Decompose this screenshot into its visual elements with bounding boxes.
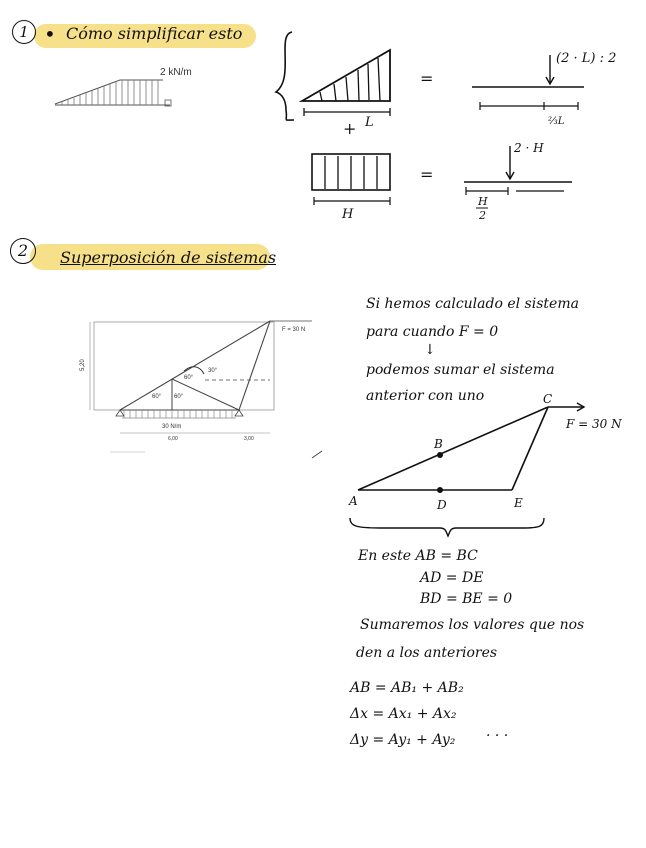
node-b: B — [434, 437, 443, 451]
rect-equivalent-sketch — [464, 141, 572, 222]
triangle-length: L — [365, 115, 374, 130]
rect-length: H — [342, 207, 354, 222]
angle-60b: 60° — [174, 394, 184, 400]
eq-line-8: Δy = Ay₁ + Ay₂ — [350, 732, 456, 748]
note-line-1: Si hemos calculado el sistema — [366, 296, 579, 312]
original-load-diagram — [55, 67, 192, 106]
triangle-force: (2 · L) : 2 — [556, 51, 617, 66]
dist-load: 30 N/m — [162, 424, 182, 430]
dim-right: 3,00 — [244, 436, 254, 442]
node-d: D — [437, 498, 447, 512]
rect-load-sketch — [312, 154, 390, 222]
eq-line-4: Sumaremos los valores que nos — [360, 617, 585, 633]
truss-force: F = 30 N — [282, 327, 306, 333]
sketch-force: F = 30 N — [566, 417, 622, 431]
truss-height: 5,20 — [80, 359, 86, 371]
section1-title: Cómo simplificar esto — [66, 24, 243, 43]
eq-dots: · · · — [486, 728, 509, 744]
section1-number: 1 — [12, 20, 36, 44]
rect-force: 2 · H — [514, 141, 544, 155]
eq-line-3: BD = BE = 0 — [420, 591, 513, 607]
node-a: A — [349, 494, 358, 508]
eq-line-7: Δx = Ax₁ + Ax₂ — [350, 706, 457, 722]
load-label: 2 kN/m — [160, 67, 192, 78]
equals-1: = — [420, 69, 434, 88]
left-brace — [276, 32, 294, 120]
section2-number: 2 — [10, 238, 36, 264]
truss-diagram — [80, 321, 322, 458]
superposition-sketch — [348, 392, 622, 536]
node-c: C — [543, 392, 553, 406]
triangle-load-sketch — [302, 50, 390, 138]
angle-60a: 60° — [152, 394, 162, 400]
angle-30: 30° — [208, 368, 218, 374]
angle-60c: 60° — [184, 375, 194, 381]
note-line-3: podemos sumar el sistema — [366, 362, 555, 378]
triangle-position: ⅔L — [548, 116, 565, 127]
eq-line-1: En este AB = BC — [358, 548, 478, 564]
rect-pos-den: 2 — [479, 209, 486, 222]
plus-mark: + — [343, 119, 357, 138]
triangle-equivalent-sketch — [472, 51, 616, 127]
note-arrow: ↓ — [424, 342, 436, 358]
node-e: E — [514, 496, 523, 510]
note-line-2: para cuando F = 0 — [366, 324, 499, 340]
rect-pos-num: H — [478, 195, 488, 208]
dim-left: 6,00 — [168, 436, 178, 442]
note-line-4: anterior con uno — [366, 388, 485, 404]
eq-line-2: AD = DE — [420, 570, 484, 586]
section1-bullet: • — [44, 22, 56, 46]
section2-title: Superposición de sistemas — [60, 248, 277, 267]
eq-line-6: AB = AB₁ + AB₂ — [350, 680, 464, 696]
eq-line-5: den a los anteriores — [356, 645, 498, 661]
equals-2: = — [420, 165, 434, 184]
